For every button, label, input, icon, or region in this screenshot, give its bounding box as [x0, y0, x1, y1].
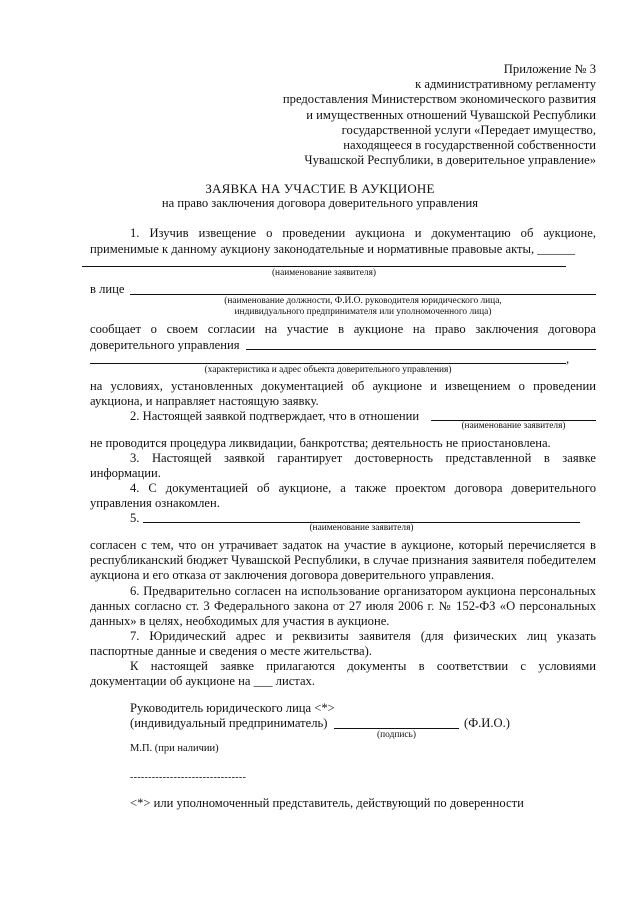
p1-conditions-line2: аукциона, и направляет настоящую заявку.	[90, 394, 319, 408]
p2-caption: (наименование заявителя)	[461, 421, 566, 431]
v-litse-label: в лице	[90, 282, 125, 296]
p2-line2: не проводится процедура ликвидации, банкротства; деятельность не приостановлена.	[90, 436, 551, 450]
p5-number: 5.	[130, 511, 140, 525]
signature-ip-label: (индивидуальный предприниматель)	[130, 716, 328, 730]
document-title: ЗАЯВКА НА УЧАСТИЕ В АУКЦИОНЕ	[205, 181, 435, 196]
p1-agree-line1: сообщает о своем согласии на участие в аукционе на право заключения договора	[90, 322, 596, 336]
paragraph-6: 6. Предварительно согласен на использование организатором аукциона персональных данных согласно ст. 3 Федерального закона от 27 июля 2006 г. № 152-ФЗ «О персональных данных» в целях, необходимых для участия в аукционе.	[90, 584, 596, 628]
header-line: и имущественных отношений Чувашской Республики	[306, 107, 596, 122]
caption-position-1: (наименование должности, Ф.И.О. руководителя юридического лица,	[224, 296, 502, 306]
signature-head-label: Руководитель юридического лица <*>	[130, 701, 335, 715]
document-subtitle: на право заключения договора доверительного управления	[161, 196, 479, 210]
stamp-label: М.П. (при наличии)	[130, 743, 219, 754]
signature-fio-label: (Ф.И.О.)	[464, 716, 510, 730]
p1-conditions-line1: на условиях, установленных документацией об аукционе и извещением о проведении	[90, 379, 596, 393]
signature-caption: (подпись)	[377, 730, 416, 740]
header-line: предоставления Министерством экономического развития	[282, 92, 596, 107]
header-line: находящееся в государственной собственности	[343, 138, 596, 153]
object-field-2[interactable]	[90, 363, 566, 364]
appendix-header	[176, 62, 596, 168]
applicant-name-field[interactable]	[82, 266, 566, 267]
signature-field[interactable]	[334, 728, 459, 729]
p5-caption: (наименование заявителя)	[309, 523, 414, 533]
footnote-text: <*> или уполномоченный представитель, действующий по доверенности	[130, 796, 524, 810]
object-field-1[interactable]	[246, 349, 596, 350]
footnote-separator: --------------------------------	[130, 772, 247, 783]
p1-agree-line2: доверительного управления	[90, 338, 240, 352]
paragraph-3: 3. Настоящей заявкой гарантирует достоверность представленной в заявке информации.	[90, 451, 596, 480]
header-line: Приложение № 3	[503, 62, 596, 76]
p5-text: согласен с тем, что он утрачивает задаток на участие в аукционе, который перечисляется в республиканский бюджет Чувашской Республики, в случае признания заявителя победителем аукциона и его отказа от заключения договора доверительного управления.	[90, 538, 596, 582]
paragraph-attachments: К настоящей заявке прилагаются документы в соответствии с условиями документации об аукционе на ___ листах.	[90, 659, 596, 688]
header-line: Чувашской Республики, в доверительное управление»	[304, 153, 596, 168]
representative-field[interactable]	[130, 294, 596, 295]
p1-line1: 1. Изучив извещение о проведении аукциона и документацию об аукционе,	[130, 226, 596, 240]
p1-line2: применимые к данному аукциону законодательные и нормативные правовые акты, ______	[90, 242, 576, 256]
caption-position-2: индивидуального предпринимателя или уполномоченного лица)	[234, 307, 492, 317]
header-line: государственной услуги «Передает имущество,	[341, 122, 596, 137]
paragraph-7: 7. Юридический адрес и реквизиты заявителя (для физических лиц указать паспортные данные и сведения о месте жительства).	[90, 629, 596, 658]
paragraph-4: 4. С документацией об аукционе, а также проектом договора доверительного управления ознакомлен.	[90, 481, 596, 510]
caption-applicant: (наименование заявителя)	[271, 268, 377, 278]
caption-object: (характеристика и адрес объекта доверительного управления)	[204, 365, 452, 375]
p2-line1: 2. Настоящей заявкой подтверждает, что в отношении	[130, 409, 420, 423]
header-line: к административному регламенту	[415, 77, 596, 92]
object-comma: ,	[566, 352, 570, 366]
